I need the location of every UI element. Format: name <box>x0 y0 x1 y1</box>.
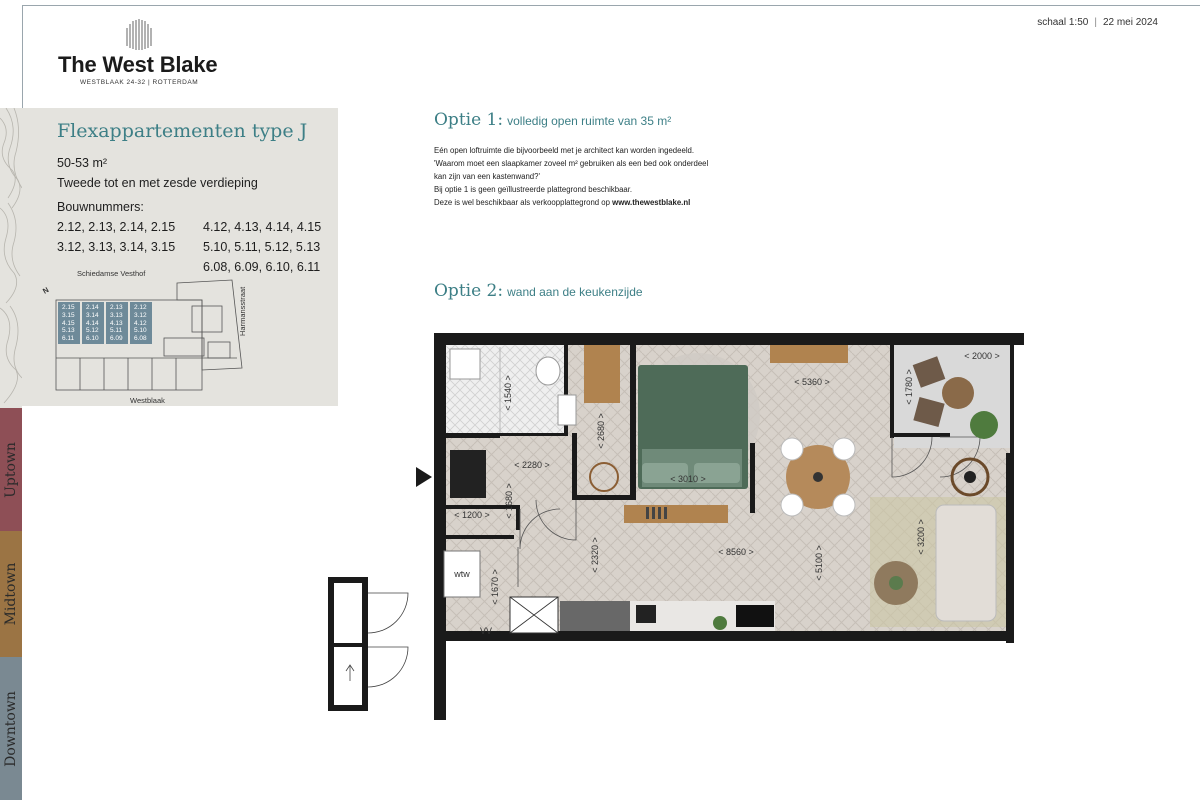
brand-logo-icon <box>123 18 155 50</box>
brand-address: WESTBLAAK 24-32 | ROTTERDAM <box>80 79 199 86</box>
option2-title: Optie 2: <box>434 281 504 301</box>
bedside-wood <box>584 345 620 403</box>
topographic-pattern <box>0 108 22 408</box>
apartment-area: 50-53 m² <box>57 156 108 170</box>
apartment-info-panel <box>22 108 338 406</box>
unit-number: 6.09 <box>110 335 123 343</box>
sofa <box>936 505 996 621</box>
toilet <box>536 357 560 385</box>
unit-number: 4.15 <box>62 319 75 327</box>
unit-number: 3.15 <box>62 311 75 319</box>
unit-number: 5.12 <box>86 327 99 335</box>
scale-date <box>1037 17 1158 28</box>
kitchen-sink <box>636 605 656 623</box>
sink <box>450 349 480 379</box>
separator: | <box>1094 17 1097 28</box>
unit-number: 2.15 <box>62 304 75 311</box>
street-label-side: Harmansstraat <box>238 286 247 336</box>
date-label: 22 mei 2024 <box>1102 17 1158 28</box>
coat-cabinet <box>450 450 486 498</box>
option2-subtitle: wand aan de keukenzijde <box>507 285 643 299</box>
dimension-label: < 1780 > <box>904 369 914 405</box>
dimension-label: < 1540 > <box>503 375 513 411</box>
north-arrow-icon: N <box>41 285 51 296</box>
dimension-label: < 5100 > <box>814 545 824 581</box>
unit-number: 4.13 <box>110 319 123 327</box>
unit-number: 3.12 <box>134 311 147 319</box>
dimension-label: < 3010 > <box>670 474 706 484</box>
unit-number: 3.14 <box>86 311 99 319</box>
scale-label: schaal 1:50 <box>1037 17 1089 28</box>
dimension-label: < 2680 > <box>596 413 606 449</box>
option1-heading <box>434 110 671 130</box>
unit-number: 4.14 <box>86 319 99 327</box>
unit-number: 6.10 <box>86 335 99 343</box>
bouwnummers-row: 3.12, 3.13, 3.14, 3.15 <box>57 240 176 254</box>
unit-number: 6.11 <box>62 335 75 343</box>
street-label-top: Schiedamse Vesthof <box>77 269 146 278</box>
option1-line: Eén open loftruimte die bijvoorbeeld met je architect kan worden ingedeeld. <box>434 146 695 155</box>
frame-left-line <box>22 5 23 108</box>
desk <box>624 505 728 523</box>
dimension-label: < 2000 > <box>964 351 1000 361</box>
bouwnummers-row: 4.12, 4.13, 4.14, 4.15 <box>203 220 322 234</box>
entrance-arrow-icon <box>416 467 432 487</box>
dimension-label: < 5360 > <box>794 377 830 387</box>
unit-number: 6.08 <box>134 335 147 343</box>
bouwnummers-row: 5.10, 5.11, 5.12, 5.13 <box>203 240 321 254</box>
tab-midtown[interactable] <box>0 531 22 657</box>
unit-number: 3.13 <box>110 311 123 319</box>
unit-number: 4.12 <box>134 319 147 327</box>
floor-plan <box>320 325 1040 720</box>
option2-heading <box>434 281 643 301</box>
option1-line: 'Waarom moet een slaapkamer zoveel m² gebruiken als een bed ook onderdeel <box>434 159 709 168</box>
tab-downtown-label: Downtown <box>3 691 19 767</box>
dimension-label: < 2280 > <box>514 460 550 470</box>
dimension-label: < 2320 > <box>590 537 600 573</box>
unit-number: 2.14 <box>86 304 99 311</box>
unit-number: 2.12 <box>134 304 147 311</box>
dimension-label: < 3200 > <box>916 519 926 555</box>
bouwnummers-label: Bouwnummers: <box>57 200 144 214</box>
tab-uptown[interactable] <box>0 408 22 531</box>
site-map <box>52 278 252 398</box>
option1-subtitle: volledig open ruimte van 35 m² <box>507 114 672 128</box>
apartment-type-title: Flexappartementen type J <box>57 120 308 142</box>
dimension-label: < 1680 > <box>504 483 514 519</box>
sideboard <box>770 345 848 363</box>
dimension-label: < 1670 > <box>490 569 500 605</box>
dimension-label: < 1200 > <box>454 510 490 520</box>
unit-number: 5.11 <box>110 327 123 335</box>
street-label-bottom: Westblaak <box>130 396 165 405</box>
unit-number: 5.13 <box>62 327 75 335</box>
option1-last-prefix: Deze is wel beschikbaar als verkoopplattegrond op <box>434 198 613 207</box>
tab-uptown-label: Uptown <box>3 442 19 498</box>
option1-title: Optie 1: <box>434 110 504 130</box>
dimension-label: < 8560 > <box>718 547 754 557</box>
option1-line: kan zijn van een kastenwand?' <box>434 172 540 181</box>
option1-line: Bij optie 1 is geen geïllustreerde plattegrond beschikbaar. <box>434 185 633 194</box>
unit-number: 2.13 <box>110 304 123 311</box>
vv-label: VV <box>479 626 493 636</box>
bouwnummers-row: 6.08, 6.09, 6.10, 6.11 <box>203 260 321 274</box>
tab-downtown[interactable] <box>0 657 22 800</box>
option1-line-last <box>434 196 708 209</box>
cooktop <box>736 605 774 627</box>
website-link[interactable]: www.thewestblake.nl <box>612 198 691 207</box>
apartment-floors: Tweede tot en met zesde verdieping <box>57 176 258 190</box>
unit-number: 5.10 <box>134 327 147 335</box>
frame-top-line <box>22 5 1200 6</box>
bouwnummers-row: 2.12, 2.13, 2.14, 2.15 <box>57 220 176 234</box>
tab-midtown-label: Midtown <box>3 562 19 626</box>
option1-description <box>434 144 708 209</box>
brand-name: The West Blake <box>58 52 218 77</box>
wtw-label: wtw <box>454 569 470 579</box>
